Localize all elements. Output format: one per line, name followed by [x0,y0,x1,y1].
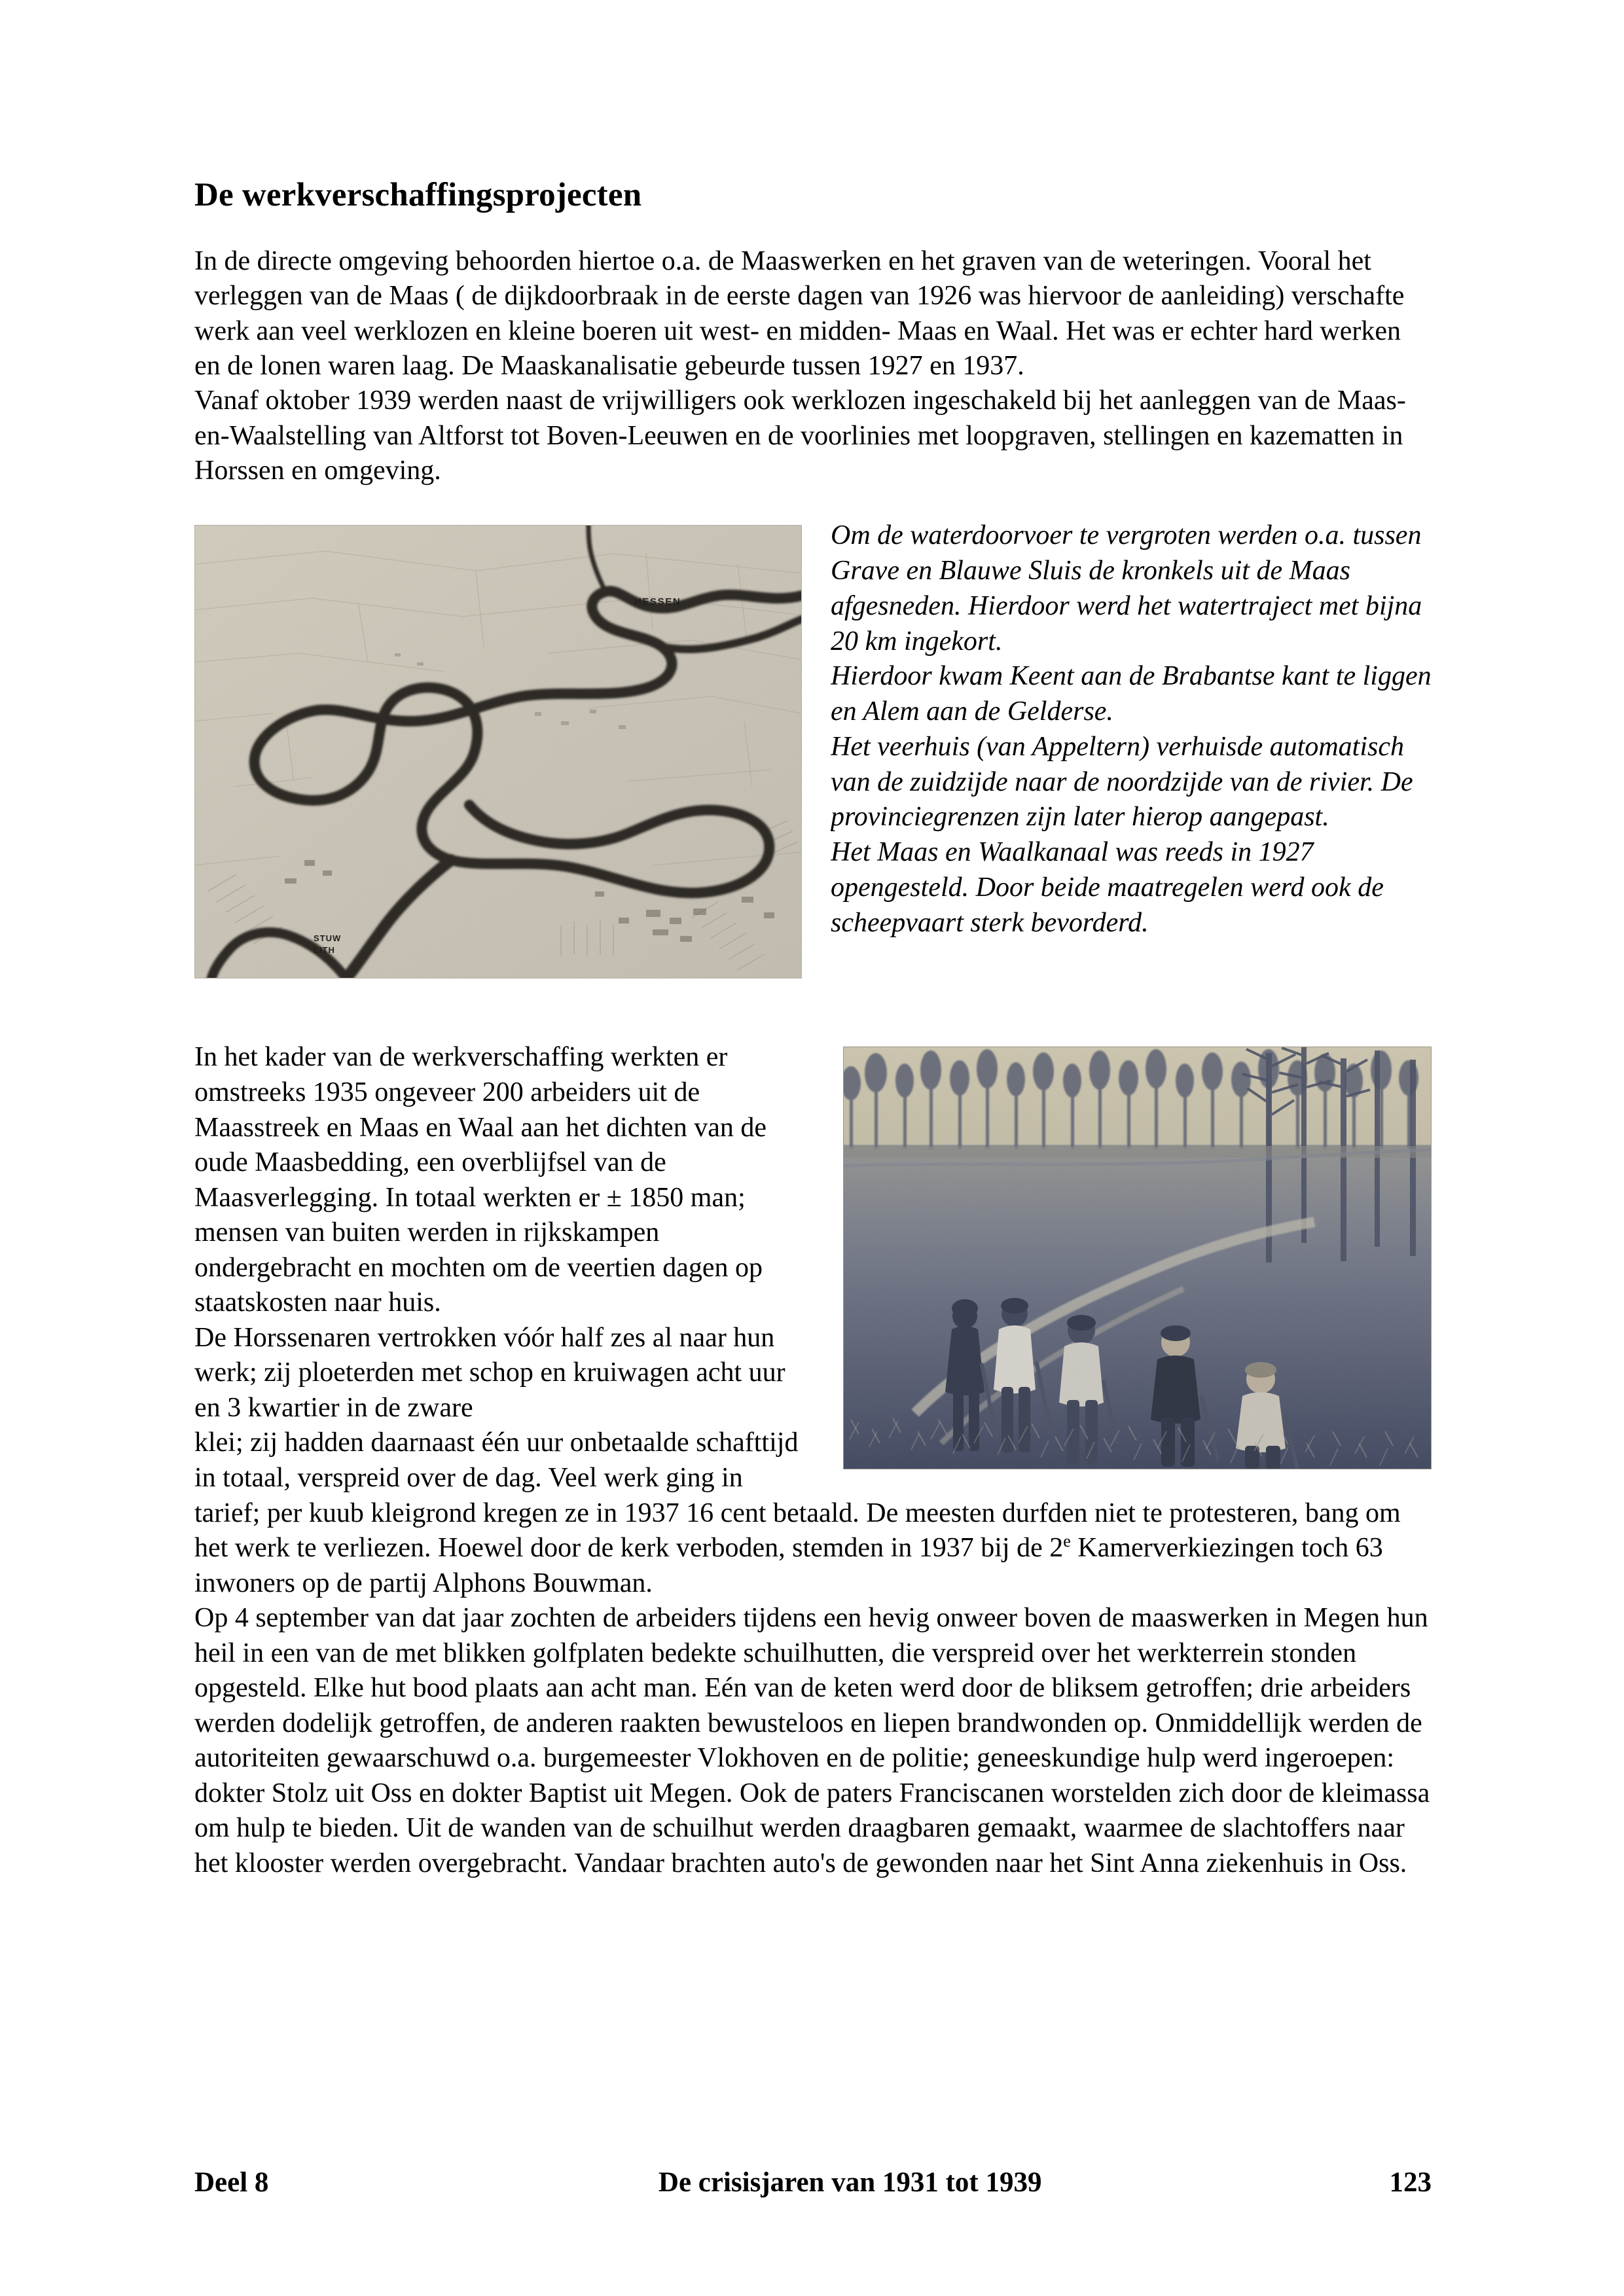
section-two-paragraph-1: In het kader van de werkverschaffing werkten er omstreeks 1935 ongeveer 200 arbeiders uit de Maasstreek en Maas en Waal aan het dichten van de oude Maasbedding, een overblijfsel van de Maasverlegging. In totaal werkten er ± 1850 man; mensen van buiten werden in rijkskampen ondergebracht en mochten om de veertien dagen op staatskosten naar huis. [194,1042,767,1318]
workers-section [194,1040,1432,1881]
page-content [194,177,1432,1882]
aerial-map-illustration [194,525,802,978]
intro-paragraphs [194,244,1432,488]
paragraph-2-body: klei; zij hadden daarnaast één uur onbetaalde schafttijd in totaal, verspreid over de dag. Veel werk ging in tarief; per kuub kleigrond kregen ze in 1937 16 cent betaald. De meesten durfden niet te protesteren, bang om het werk te verliezen. Hoewel door de kerk verboden, stemden in 1937 bij de 2 [194,1427,1401,1564]
section-two-paragraph-3: Op 4 september van dat jaar zochten de arbeiders tijdens een hevig onweer boven de maaswerken in Megen hun heil in een van de met blikken golfplaten bedekte schuilhutten, die verspreid over het werkterrein stonden opgesteld. Elke hut bood plaats aan acht man. Eén van de keten werd door de bliksem getroffen; drie arbeiders werden dodelijk getroffen, de anderen raakten bewusteloos en liepen brandwonden op. Onmiddellijk werden de autoriteiten gewaarschuwd o.a. burgemeester Vlokhoven en de politie; geneeskundige hulp werd ingeroepen: dokter Stolz uit Oss en dokter Baptist uit Megen. Ook de paters Franciscanen worstelden zich door de kleimassa om hulp te bieden. Uit de wanden van de schuilhut werden draagbaren gemaakt, waarmee de slachtoffers naar het klooster werden overgebracht. Vandaar brachten auto's de gewonden naar het Sint Anna ziekenhuis in Oss. [194,1603,1430,1878]
footer-chapter-title: De crisisjaren van 1931 tot 1939 [658,2167,1042,2198]
page-footer [194,2166,1432,2198]
photo-canvas-1 [194,525,802,978]
section-two-paragraph-2-lead: De Horssenaren vertrokken vóór half zes al naar hun werk; zij ploeterden met schop en kruiwagen acht uur en 3 kwartier in de zware [194,1322,785,1423]
intro-paragraph-1: In de directe omgeving behoorden hiertoe o.a. de Maaswerken en het graven van de weteringen. Vooral het verleggen van de Maas ( de dijkdoorbraak in de eerste dagen van 1926 was hiervoor de aanleiding) verschafte werk aan veel werklozen en kleine boeren uit west- en midden- Maas en Waal. Het was er echter hard werken en de lonen waren laag. De Maaskanalisatie gebeurde tussen 1927 en 1937. [194,246,1405,382]
aerial-photo-meandering-maas-river [194,525,802,978]
italic-caption-line-3: Het veerhuis (van Appeltern) verhuisde automatisch van de zuidzijde naar de noordzijde van de rivier. De provinciegrenzen zijn later hierop aangepast. [831,731,1413,833]
map-label-hessen: HESSEN [634,596,681,608]
italic-caption-line-1: Om de waterdoorvoer te vergroten werden o.a. tussen Grave en Blauwe Sluis de kronkels uit de Maas afgesneden. Hierdoor werd het watertraject met bijna 20 km ingekort. [831,520,1422,656]
photo-canvas-2 [843,1047,1432,1469]
map-label-stuw-2: LITH [314,945,335,956]
italic-caption-line-2: Hierdoor kwam Keent aan de Brabantse kant te liggen en Alem aan de Gelderse. [831,661,1432,727]
ordinal-superscript: e [1063,1532,1071,1551]
workers-photo-illustration [843,1047,1432,1469]
intro-paragraph-2: Vanaf oktober 1939 werden naast de vrijwilligers ook werklozen ingeschakeld bij het aanleggen van de Maas-en-Waalstelling van Altforst tot Boven-Leeuwen en de voorlinies met loopgraven, stellingen en kazematten in Horssen en omgeving. [194,386,1406,486]
footer-page-number: 123 [1389,2167,1432,2198]
italic-caption-block [831,518,1432,941]
map-label-stuw-1: STUW [314,933,342,944]
figure-and-caption-section [194,518,1432,978]
italic-caption-line-4: Het Maas en Waalkanaal was reeds in 1927 opengesteld. Door beide maatregelen werd ook de scheepvaart sterk bevorderd. [831,837,1384,938]
footer-part-label: Deel 8 [194,2167,269,2198]
historic-photo-workers-walking-with-tools [843,1047,1432,1469]
page-title: De werkverschaffingsprojecten [194,177,642,213]
paragraph-2-tail: Kamerverkiezingen toch 63 inwoners op de partij Alphons Bouwman. [194,1533,1383,1598]
